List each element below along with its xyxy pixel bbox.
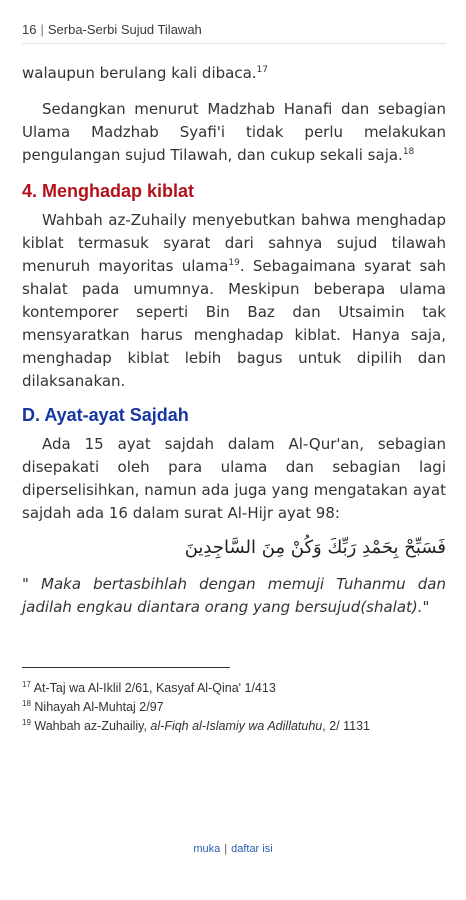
paragraph-3-text-a: Wahbah az-Zuhaily menyebutkan bahwa menghadap kiblat termasuk syarat dari sahnya sujud tilawah menuruh mayoritas ulama	[22, 211, 446, 275]
nav-separator: |	[224, 843, 228, 855]
paragraph-4-text: Ada 15 ayat sajdah dalam Al-Qur'an, sebagian disepakati oleh para ulama dan sebagian lagi diperselisihkan, namun ada juga yang mengatakan ayat sajdah ada 16 dalam surat Al-Hijr ayat 98:	[22, 435, 446, 522]
paragraph-2-text: Sedangkan menurut Madzhab Hanafi dan sebagian Ulama Madzhab Syafi'i tidak perlu melakukan pengulangan sujud Tilawah, dan cukup sekali saja.	[22, 100, 446, 164]
home-link[interactable]: muka	[193, 843, 221, 855]
verse-translation: " Maka bertasbihlah dengan memuji Tuhanmu dan jadilah engkau diantara orang yang bersujud(shalat)."	[22, 575, 446, 616]
footnote-ref-18[interactable]: 18	[402, 147, 415, 157]
paragraph-3	[22, 209, 446, 393]
footnote-text: Nihayah Al-Muhtaj 2/97	[34, 700, 164, 714]
footnote-number: 19	[22, 717, 31, 727]
arabic-verse: فَسَبِّحْ بِحَمْدِ رَبِّكَ وَكُنْ مِنَ السَّاجِدِينَ	[184, 537, 446, 558]
running-header	[22, 22, 446, 44]
footnote-19	[22, 718, 446, 735]
page-navigation	[0, 843, 466, 855]
paragraph-4	[22, 433, 446, 525]
footnote-ref-19[interactable]: 19	[228, 258, 240, 268]
footnote-17	[22, 680, 446, 697]
footnote-text: At-Taj wa Al-Iklil 2/61, Kasyaf Al-Qina' 1/413	[33, 681, 276, 695]
heading-menghadap-kiblat: 4. Menghadap kiblat	[22, 181, 195, 201]
paragraph-1-text: walaupun berulang kali dibaca.	[22, 64, 257, 82]
footnotes	[22, 680, 446, 735]
footnote-number: 18	[22, 698, 31, 708]
header-separator: |	[40, 22, 44, 37]
footnote-text-a: Wahbah az-Zuhailiy,	[34, 719, 151, 733]
page-number: 16	[22, 22, 37, 37]
book-title: Serba-Serbi Sujud Tilawah	[47, 22, 202, 37]
paragraph-2	[22, 98, 446, 167]
footnote-number: 17	[22, 679, 31, 689]
footnote-divider	[22, 667, 230, 668]
paragraph-3-text-b: . Sebagaimana syarat sah shalat pada umumnya. Meskipun beberapa ulama kontemporer seperti Bin Baz dan Utsaimin tak mensyaratkan harus menghadap kiblat. Hanya saja, menghadap kiblat lebih bagus untuk dipilih dan dilaksanakan.	[22, 257, 446, 390]
paragraph-1	[22, 62, 446, 85]
footnote-18	[22, 699, 446, 716]
footnote-book-title: al-Fiqh al-Islamiy wa Adillatuhu	[150, 719, 323, 733]
heading-ayat-sajdah: D. Ayat-ayat Sajdah	[22, 405, 189, 425]
page-content	[22, 60, 446, 735]
table-of-contents-link[interactable]: daftar isi	[231, 843, 273, 855]
footnote-text-b: , 2/ 1131	[322, 719, 370, 733]
footnote-ref-17[interactable]: 17	[256, 65, 268, 75]
